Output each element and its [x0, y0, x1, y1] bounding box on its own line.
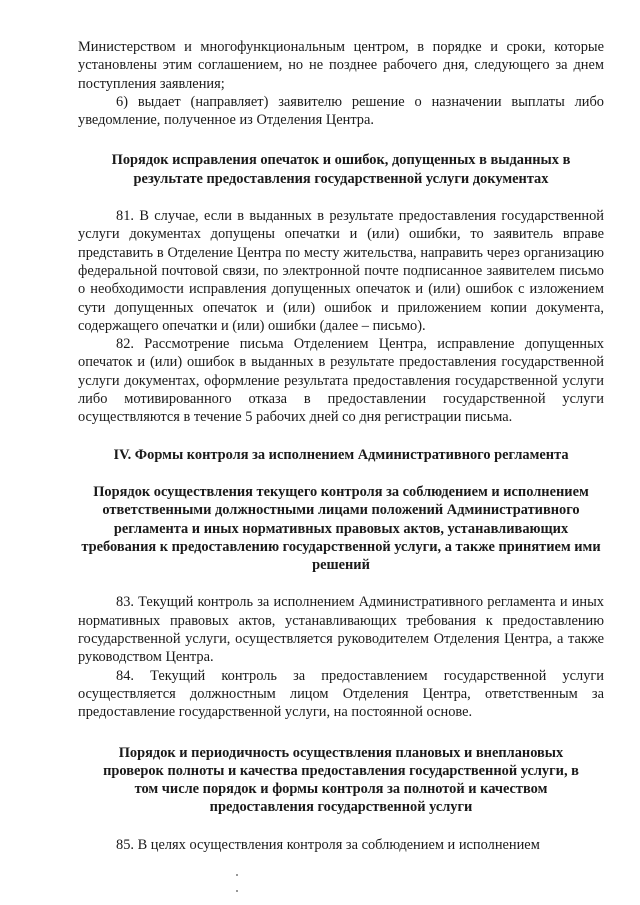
scan-speck	[236, 874, 238, 876]
heading-errors-correction: Порядок исправления опечаток и ошибок, допущенных в выданных в результате предоставления государственной услуги документах	[111, 152, 571, 187]
heading-current-control: Порядок осуществления текущего контроля за соблюдением и исполнением ответственными должностными лицами положений Административного регламента и иных нормативных правовых актов, устанавливающих требования к предоставлению государственной услуги, а также принятием ими решений	[81, 483, 601, 574]
paragraph-84: 84. Текущий контроль за предоставлением государственной услуги осуществляется должностным лицом Отделения Центра, ответственным за предоставление государственной услуги, на постоянной основе.	[78, 667, 604, 721]
document-page	[78, 38, 604, 854]
paragraph-item-6: 6) выдает (направляет) заявителю решение о назначении выплаты либо уведомление, полученное из Отделения Центра.	[78, 93, 604, 129]
heading-section-iv: IV. Формы контроля за исполнением Административного регламента	[113, 446, 569, 463]
scan-speck	[236, 890, 238, 892]
paragraph-81: 81. В случае, если в выданных в результате предоставления государственной услуги документах допущены опечатки и (или) ошибки, то заявитель вправе представить в Отделение Центра по месту жительства, направить через организацию федеральной почтовой связи, по электронной почте подписанное заявителем письмо о необходимости исправления допущенных опечаток и (или) ошибок с изложением сути допущенных опечаток и (или) ошибок и приложением копии документа, содержащего опечатки и (или) ошибки (далее – письмо).	[78, 208, 604, 334]
paragraph-83: 83. Текущий контроль за исполнением Административного регламента и иных нормативных правовых актов, устанавливающих требования к предоставлению государственной услуги, осуществляется руководителем Отделения Центра, а также руководством Центра.	[78, 594, 604, 666]
heading-inspections: Порядок и периодичность осуществления плановых и внеплановых проверок полноты и качества предоставления государственной услуги, в том числе порядок и формы контроля за полнотой и качеством предоставления государственной услуги	[103, 744, 579, 816]
paragraph-82: 82. Рассмотрение письма Отделением Центра, исправление допущенных опечаток и (или) ошибок в выданных в результате предоставления государственной услуги документах, оформление результата предоставления государственной услуги либо мотивированного отказа в предоставлении государственной услуги осуществляются в течение 5 рабочих дней со дня регистрации письма.	[78, 336, 604, 426]
paragraph-intro: Министерством и многофункциональным центром, в порядке и сроки, которые установлены этим соглашением, но не позднее рабочего дня, следующего за днем поступления заявления;	[78, 39, 604, 92]
paragraph-85: 85. В целях осуществления контроля за соблюдением и исполнением	[116, 836, 540, 853]
